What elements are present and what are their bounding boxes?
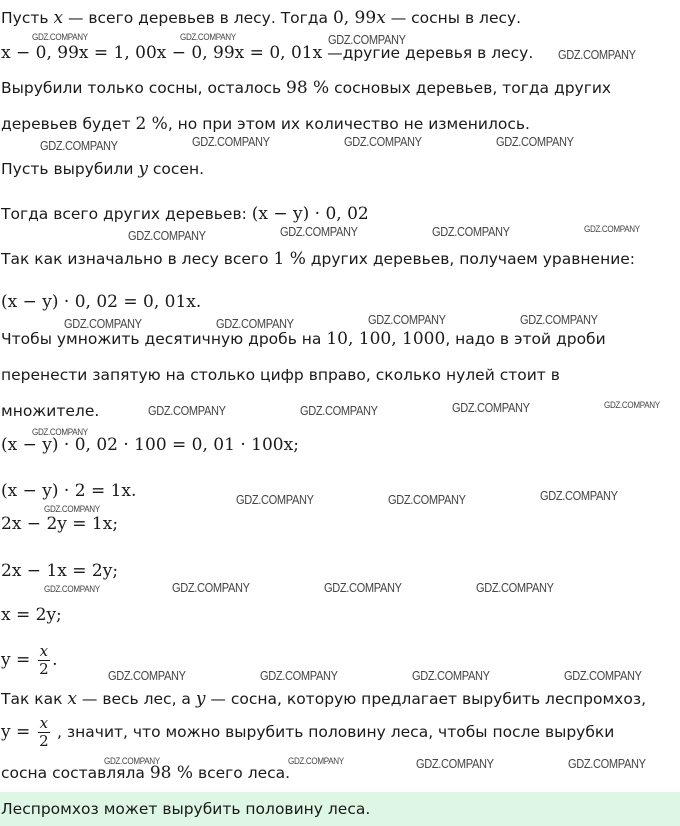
math: x − 0, 99x = 1, 00x − 0, 99x = 0, 01x [1, 43, 323, 63]
watermark: GDZ.COMPANY [388, 492, 466, 507]
watermark: GDZ.COMPANY [44, 504, 100, 515]
watermark: GDZ.COMPANY [604, 400, 660, 411]
watermark: GDZ.COMPANY [260, 668, 338, 683]
text: — всего деревьев в лесу. Тогда [63, 9, 333, 27]
text-line-18 [1, 688, 646, 710]
text: , значит, что можно вырубить половину леса, чтобы после вырубки [52, 723, 615, 741]
text: —другие деревья в лесу. [322, 44, 534, 62]
watermark: GDZ.COMPANY [520, 312, 598, 327]
watermark: GDZ.COMPANY [64, 316, 142, 331]
equation-3: (x − y) · 2 = 1x. [1, 481, 137, 501]
watermark: GDZ.COMPANY [300, 403, 378, 418]
fraction-denominator: 2 [39, 732, 49, 750]
watermark: GDZ.COMPANY [568, 756, 646, 771]
text: Тогда всего других деревьев: [1, 205, 252, 223]
equation-7 [1, 640, 58, 680]
text: сосна составляла [1, 764, 150, 782]
watermark: GDZ.COMPANY [432, 224, 510, 239]
text: Чтобы умножить десятичную дробь на [1, 330, 327, 348]
equation-6: x = 2y; [1, 605, 62, 625]
math: 98 % [286, 78, 330, 98]
text-line-10: перенести запятую на столько цифр вправо, сколько нулей стоит в [1, 366, 560, 384]
text: Пусть вырубили [1, 160, 139, 178]
text: всего леса. [193, 764, 291, 782]
text-line-9 [1, 328, 606, 350]
text: , но при этом их количество не изменилось. [167, 115, 530, 133]
watermark: GDZ.COMPANY [32, 32, 88, 43]
text-line-5 [1, 158, 204, 180]
text-line-1 [1, 7, 521, 29]
text: — сосна, которую предлагает вырубить леспромхоз, [205, 690, 646, 708]
text: , надо в этой дроби [445, 330, 606, 348]
watermark: GDZ.COMPANY [324, 580, 402, 595]
fraction-numerator: x [39, 642, 49, 660]
watermark: GDZ.COMPANY [496, 134, 574, 149]
watermark: GDZ.COMPANY [412, 668, 490, 683]
text-line-2 [1, 42, 533, 64]
text-line-6 [1, 203, 369, 225]
text: Так как изначально в лесу всего [1, 250, 274, 268]
watermark: GDZ.COMPANY [32, 427, 88, 438]
math: (x − y) · 0, 02 [251, 204, 369, 224]
text: сосен. [147, 160, 205, 178]
fraction-denominator: 2 [39, 660, 49, 678]
text: — сосны в лесу. [385, 9, 522, 27]
watermark: GDZ.COMPANY [368, 312, 446, 327]
watermark: GDZ.COMPANY [416, 756, 494, 771]
math: y = [1, 722, 36, 742]
fraction-numerator: x [39, 714, 49, 732]
watermark: GDZ.COMPANY [104, 756, 160, 767]
math-var: x [67, 689, 77, 709]
watermark: GDZ.COMPANY [476, 580, 554, 595]
answer-text: Леспромхоз может вырубить половину леса. [1, 800, 371, 818]
math: 1 % [273, 249, 306, 269]
watermark: GDZ.COMPANY [128, 228, 206, 243]
text-line-11: множителе. [1, 402, 100, 420]
watermark: GDZ.COMPANY [172, 580, 250, 595]
text-line-4 [1, 113, 530, 135]
watermark: GDZ.COMPANY [236, 492, 314, 507]
watermark: GDZ.COMPANY [452, 400, 530, 415]
equation-4: 2x − 2y = 1x; [1, 514, 119, 534]
watermark: GDZ.COMPANY [288, 756, 344, 767]
fraction [38, 715, 50, 750]
watermark: GDZ.COMPANY [192, 134, 270, 149]
math: . [52, 650, 58, 670]
text: Вырубили только сосны, осталось [1, 79, 287, 97]
watermark: GDZ.COMPANY [584, 224, 640, 235]
watermark: GDZ.COMPANY [540, 488, 618, 503]
text: — весь лес, а [77, 690, 196, 708]
math: 10, 100, 1000 [326, 329, 446, 349]
math: 98 % [149, 763, 194, 783]
equation-5: 2x − 1x = 2y; [1, 561, 119, 581]
math-var: x [376, 8, 386, 28]
text: деревьев будет [1, 115, 136, 133]
equation-1: (x − y) · 0, 02 = 0, 01x. [1, 292, 202, 312]
text: других деревьев, получаем уравнение: [305, 250, 636, 268]
text: сосновых деревьев, тогда других [329, 79, 612, 97]
watermark: GDZ.COMPANY [344, 134, 422, 149]
watermark: GDZ.COMPANY [216, 316, 294, 331]
text: Пусть [1, 9, 54, 27]
math: 2 % [135, 114, 168, 134]
answer-box [0, 792, 680, 826]
math-var: y [138, 159, 148, 179]
text-line-19 [1, 712, 614, 752]
watermark: GDZ.COMPANY [108, 668, 186, 683]
watermark: GDZ.COMPANY [564, 668, 642, 683]
watermark: GDZ.COMPANY [148, 403, 226, 418]
text-line-3 [1, 77, 611, 99]
watermark: GDZ.COMPANY [44, 584, 100, 595]
watermark: GDZ.COMPANY [40, 138, 118, 153]
watermark: GDZ.COMPANY [180, 32, 236, 43]
watermark: GDZ.COMPANY [280, 224, 358, 239]
math-var: x [53, 8, 64, 28]
watermark: GDZ.COMPANY [558, 47, 636, 62]
fraction [38, 643, 50, 678]
equation-2: (x − y) · 0, 02 · 100 = 0, 01 · 100x; [1, 435, 299, 455]
math-var: y [195, 689, 206, 709]
text-line-7 [1, 248, 635, 270]
text: Так как [1, 690, 68, 708]
math: 0, 99 [332, 8, 377, 28]
watermark: GDZ.COMPANY [328, 32, 406, 47]
math: y = [1, 650, 36, 670]
